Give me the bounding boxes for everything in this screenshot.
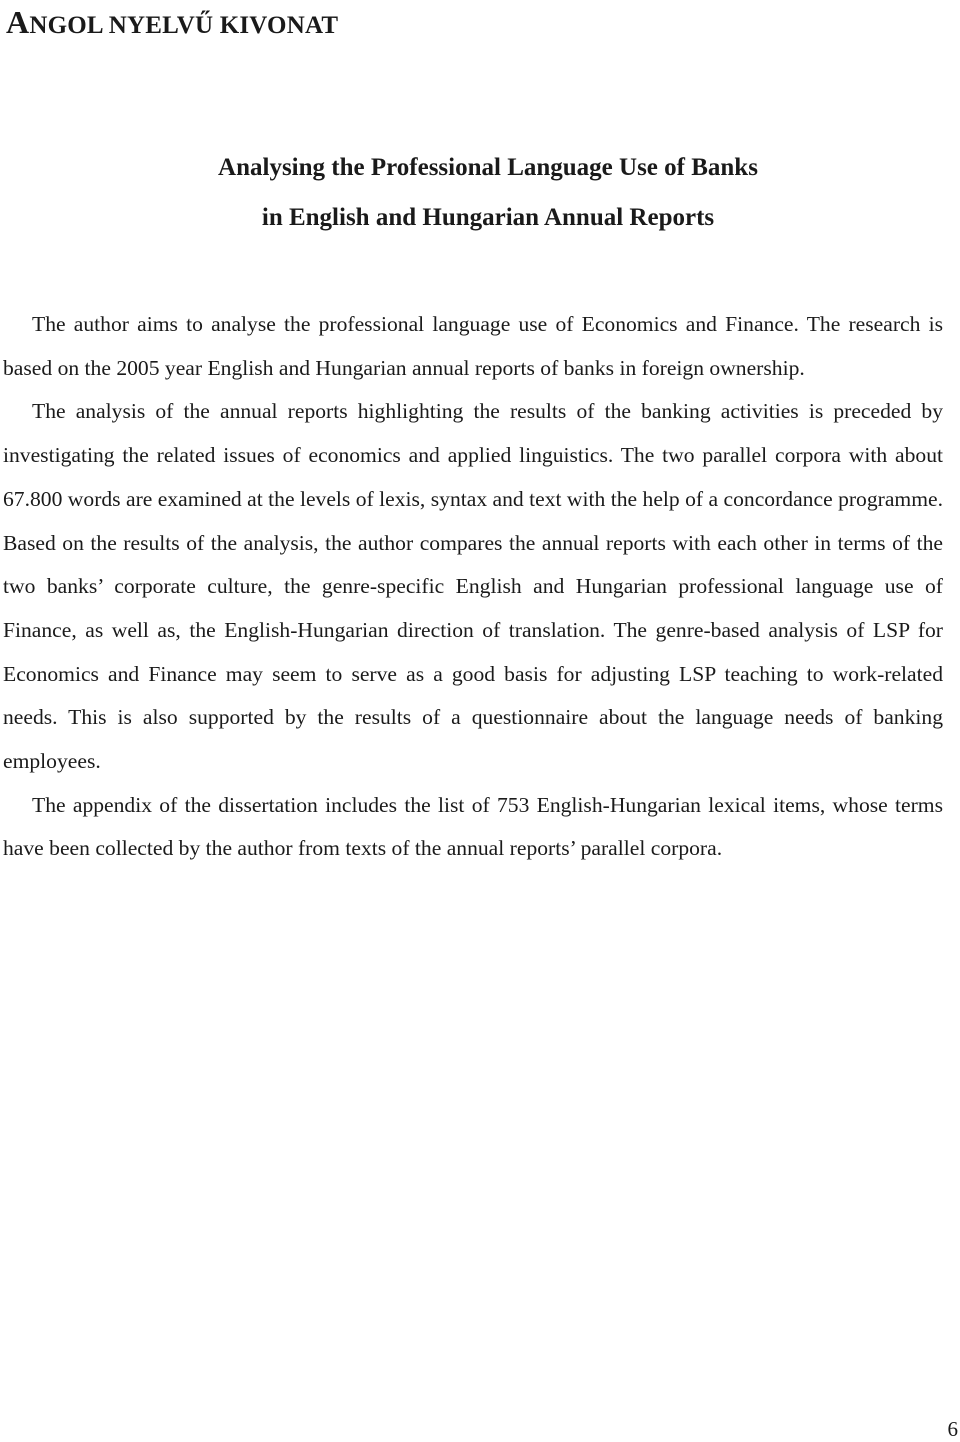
abstract-body <box>3 303 943 871</box>
document-title-line-2: in English and Hungarian Annual Reports <box>261 204 715 231</box>
page-number: 6 <box>947 1417 958 1441</box>
section-heading-initial: A <box>6 4 30 40</box>
abstract-paragraph-2: The analysis of the annual reports highlighting the results of the banking activities is preceded by investigating the related issues of economics and applied linguistics. The two parallel corpora with about 67.800 words are examined at the levels of lexis, syntax and text with the help of a concordance programme. Based on the results of the analysis, the author compares the annual reports with each other in terms of the two banks’ corporate culture, the genre-specific English and Hungarian professional language use of Finance, as well as, the English-Hungarian direction of translation. The genre-based analysis of LSP for Economics and Finance may seem to serve as a good basis for adjusting LSP teaching to work-related needs. This is also supported by the results of a questionnaire about the language needs of banking employees. <box>3 399 943 774</box>
document-title-line-1: Analysing the Professional Language Use of Banks <box>218 154 758 181</box>
abstract-paragraph-1: The author aims to analyse the professional language use of Economics and Finance. The research is based on the 2005 year English and Hungarian annual reports of banks in foreign ownership. <box>3 312 943 380</box>
abstract-paragraph-3: The appendix of the dissertation includes the list of 753 English-Hungarian lexical items, whose terms have been collected by the author from texts of the annual reports’ parallel corpora. <box>3 792 943 861</box>
section-heading <box>6 4 338 41</box>
section-heading-rest: NGOL NYELVŰ KIVONAT <box>29 12 339 39</box>
